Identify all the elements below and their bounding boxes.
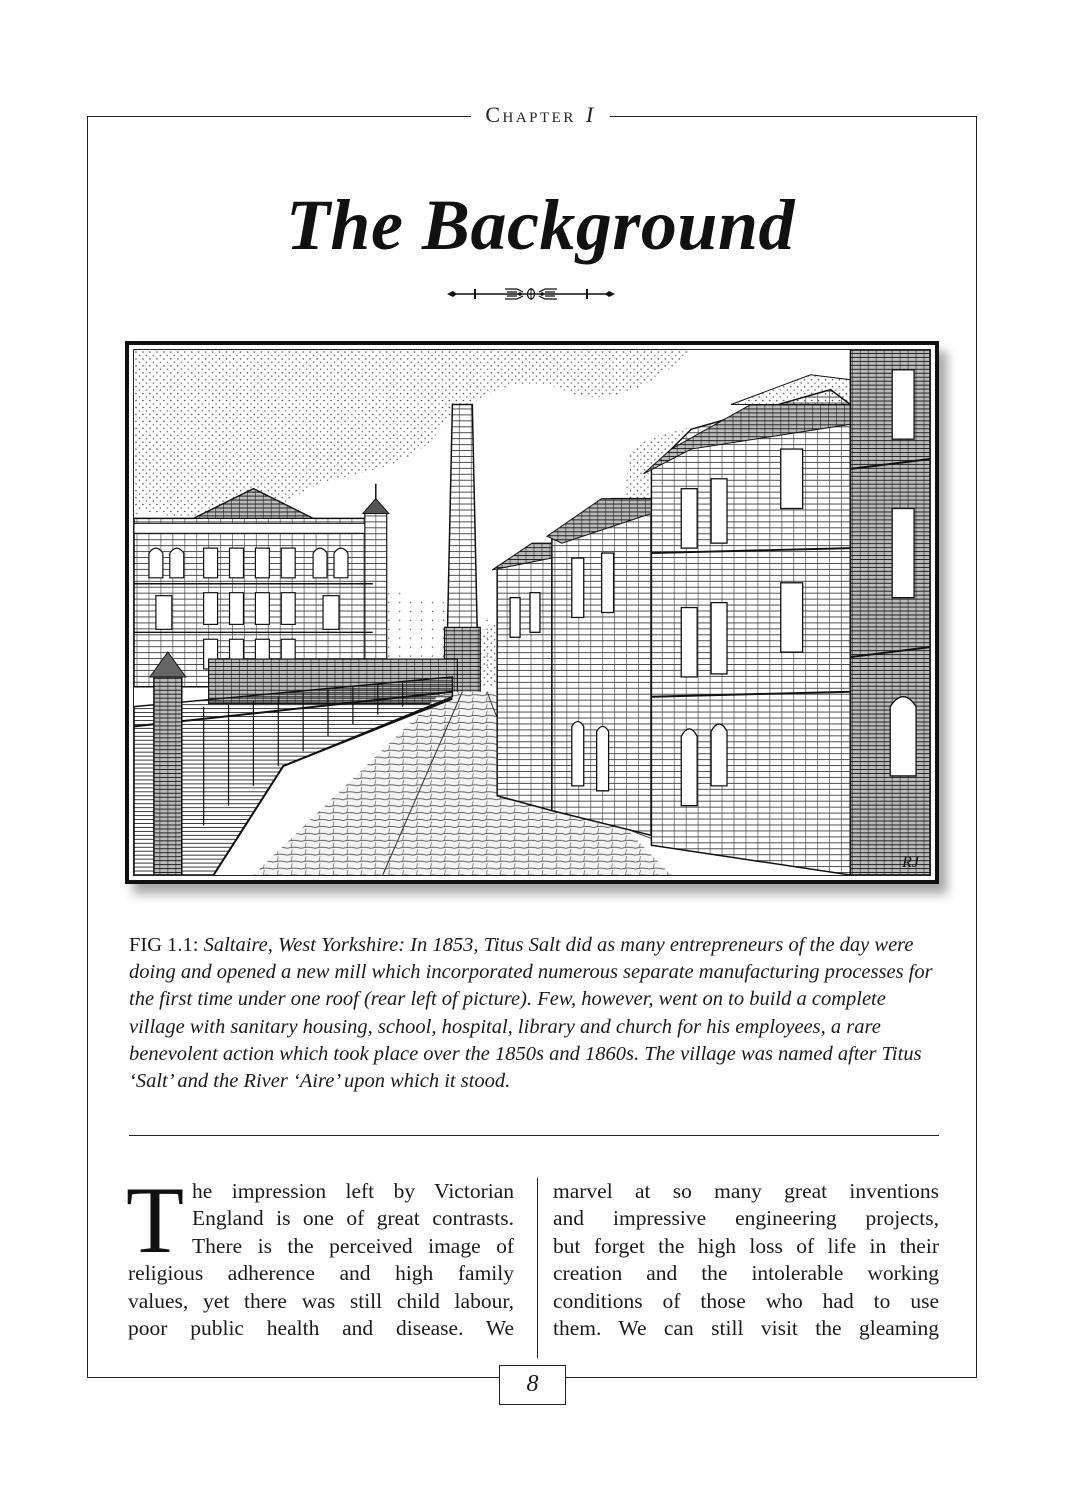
chapter-label: Chapter xyxy=(485,102,576,127)
body-line: he impression left by Victorian xyxy=(192,1179,514,1203)
body-line: creation and the intolerable working xyxy=(553,1261,939,1286)
body-line: marvel at so many great inventions xyxy=(553,1179,939,1203)
figure-illustration xyxy=(125,341,939,884)
page-number: 8 xyxy=(499,1365,566,1405)
caption-divider xyxy=(129,1135,939,1136)
figure-caption xyxy=(129,932,941,1095)
ornament-divider-icon xyxy=(445,284,617,304)
column-divider xyxy=(537,1178,538,1358)
body-line: religious adherence and high family xyxy=(128,1261,514,1286)
chapter-number: I xyxy=(585,102,596,127)
figure-label: FIG 1.1: xyxy=(129,934,199,956)
body-column-right xyxy=(553,1178,939,1342)
body-line: England is one of great contrasts. xyxy=(192,1206,514,1231)
body-line: There is the perceived image of xyxy=(192,1233,514,1258)
body-line: them. We can still visit the gleaming xyxy=(553,1316,939,1341)
figure-place: Saltaire, West Yorkshire: xyxy=(203,934,406,956)
page-title: The Background xyxy=(285,185,796,265)
body-line: values, yet there was still child labour, xyxy=(128,1288,514,1313)
body-line: conditions of those who had to use xyxy=(553,1288,939,1313)
body-column-left xyxy=(126,1167,514,1342)
drop-cap: T xyxy=(126,1167,185,1273)
saltaire-street-drawing xyxy=(134,350,930,875)
artist-signature: RJ xyxy=(902,854,919,872)
figure-caption-text: In 1853, Titus Salt did as many entrepreneurs of the day were doing and opened a new mill which incorporated numerous separate manufacturing processes for the first time under one roof (rear left of picture). Few, however, went on to build a complete village with sanitary housing, school, hospital, library and church for his employees, a rare benevolent action which took place over the 1850s and 1860s. The village was named after Titus ‘Salt’ and the River ‘Aire’ upon which it stood. xyxy=(129,934,933,1093)
chapter-heading xyxy=(0,100,1081,130)
body-line: but forget the high loss of life in their xyxy=(553,1233,939,1258)
body-line: and impressive engineering projects, xyxy=(553,1206,939,1231)
body-line: poor public health and disease. We xyxy=(128,1316,514,1341)
